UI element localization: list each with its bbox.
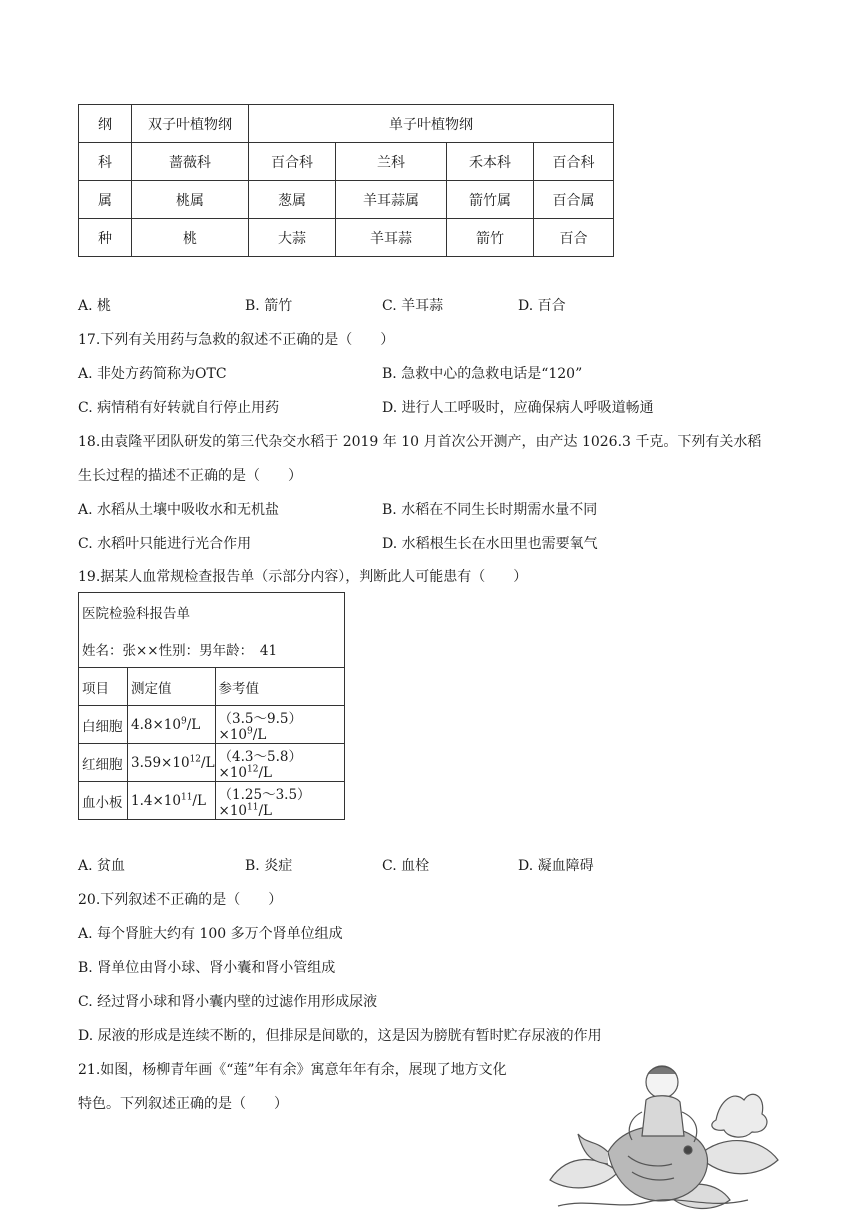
table-cell: 百合科 xyxy=(249,143,336,181)
table-row xyxy=(79,744,345,782)
blood-report-table xyxy=(78,592,345,820)
rank-cell: 种 xyxy=(79,219,132,257)
new-year-painting-image xyxy=(548,1060,780,1216)
item-cell: 白细胞 xyxy=(79,706,128,744)
question-20-stem: 20.下列叙述不正确的是（ ） xyxy=(78,892,283,908)
column-header: 测定值 xyxy=(128,668,216,706)
table-row xyxy=(79,143,614,181)
report-title: 医院检验科报告单 xyxy=(79,593,345,631)
table-cell: 箭竹属 xyxy=(447,181,534,219)
option-b[interactable]: B. 水稻在不同生长时期需水量不同 xyxy=(382,502,598,518)
value-cell: $4.8\times 10^9/L$ xyxy=(128,706,216,744)
item-cell: 红细胞 xyxy=(79,744,128,782)
patient-info: 姓名：张××性别：男年龄： 41 xyxy=(79,630,345,668)
question-18-stem-cont: 生长过程的描述不正确的是（ ） xyxy=(78,468,302,484)
table-cell: 葱属 xyxy=(249,181,336,219)
table-cell: 单子叶植物纲 xyxy=(249,105,614,143)
table-row xyxy=(79,181,614,219)
table-cell: 箭竹 xyxy=(447,219,534,257)
column-header: 参考值 xyxy=(215,668,344,706)
option-a[interactable]: A. 每个肾脏大约有 100 多万个肾单位组成 xyxy=(78,926,343,942)
question-17-stem: 17.下列有关用药与急救的叙述不正确的是（ ） xyxy=(78,332,395,348)
option-c[interactable]: C. 病情稍有好转就自行停止用药 xyxy=(78,400,280,416)
option-b[interactable]: B. 急救中心的急救电话是“120” xyxy=(382,366,583,382)
value-cell: $1.4\times 10^{11}/L$ xyxy=(128,782,216,820)
value-cell: $3.59\times 10^{12}/L$ xyxy=(128,744,216,782)
table-row xyxy=(79,219,614,257)
option-c[interactable]: C. 水稻叶只能进行光合作用 xyxy=(78,536,252,552)
table-header-row xyxy=(79,668,345,706)
rank-cell: 纲 xyxy=(79,105,132,143)
table-cell: 百合科 xyxy=(534,143,614,181)
classification-table xyxy=(78,104,614,257)
table-cell: 百合属 xyxy=(534,181,614,219)
option-a[interactable]: A. 非处方药简称为OTC xyxy=(78,366,227,382)
option-a[interactable]: A. 水稻从土壤中吸收水和无机盐 xyxy=(78,502,280,518)
table-cell: 桃属 xyxy=(132,181,249,219)
option-d[interactable]: D. 进行人工呼吸时，应确保病人呼吸道畅通 xyxy=(382,400,654,416)
reference-cell: $(4.3\sim 5.8)\times 10^{12}/L$ xyxy=(215,744,344,782)
question-18-stem: 18.由袁隆平团队研发的第三代杂交水稻于 2019 年 10 月首次公开测产，由产达 1026.3 千克。下列有关水稻 xyxy=(78,434,762,450)
rank-cell: 科 xyxy=(79,143,132,181)
table-row xyxy=(79,105,614,143)
question-19-stem: 19.据某人血常规检查报告单（示部分内容），判断此人可能患有（ ） xyxy=(78,569,528,585)
reference-cell: $(3.5\sim 9.5)\times 10^9/L$ xyxy=(215,706,344,744)
option-d[interactable]: D. 尿液的形成是连续不断的，但排尿是间歇的，这是因为膀胱有暂时贮存尿液的作用 xyxy=(78,1028,602,1044)
table-row xyxy=(79,782,345,820)
item-cell: 血小板 xyxy=(79,782,128,820)
option-c[interactable]: C. 经过肾小球和肾小囊内壁的过滤作用形成尿液 xyxy=(78,994,378,1010)
table-cell: 大蒜 xyxy=(249,219,336,257)
option-b[interactable]: B. 炎症 xyxy=(245,858,293,874)
option-b[interactable]: B. 肾单位由肾小球、肾小囊和肾小管组成 xyxy=(78,960,336,976)
table-cell: 双子叶植物纲 xyxy=(132,105,249,143)
option-c[interactable]: C. 羊耳蒜 xyxy=(382,298,444,314)
option-b[interactable]: B. 箭竹 xyxy=(245,298,293,314)
column-header: 项目 xyxy=(79,668,128,706)
reference-cell: $(1.25\sim 3.5)\times 10^{11}/L$ xyxy=(215,782,344,820)
table-cell: 兰科 xyxy=(336,143,447,181)
rank-cell: 属 xyxy=(79,181,132,219)
table-cell: 百合 xyxy=(534,219,614,257)
table-cell: 蔷薇科 xyxy=(132,143,249,181)
table-cell: 羊耳蒜 xyxy=(336,219,447,257)
option-a[interactable]: A. 贫血 xyxy=(78,858,126,874)
option-d[interactable]: D. 百合 xyxy=(518,298,566,314)
option-c[interactable]: C. 血栓 xyxy=(382,858,430,874)
option-a[interactable]: A. 桃 xyxy=(78,298,112,314)
table-cell: 羊耳蒜属 xyxy=(336,181,447,219)
option-d[interactable]: D. 水稻根生长在水田里也需要氧气 xyxy=(382,536,598,552)
table-row xyxy=(79,706,345,744)
table-cell: 禾本科 xyxy=(447,143,534,181)
table-cell: 桃 xyxy=(132,219,249,257)
question-21-stem-cont: 特色。下列叙述正确的是（ ） xyxy=(78,1096,288,1112)
question-21-stem: 21.如图，杨柳青年画《“莲”年有余》寓意年年有余，展现了地方文化 xyxy=(78,1062,507,1078)
option-d[interactable]: D. 凝血障碍 xyxy=(518,858,594,874)
